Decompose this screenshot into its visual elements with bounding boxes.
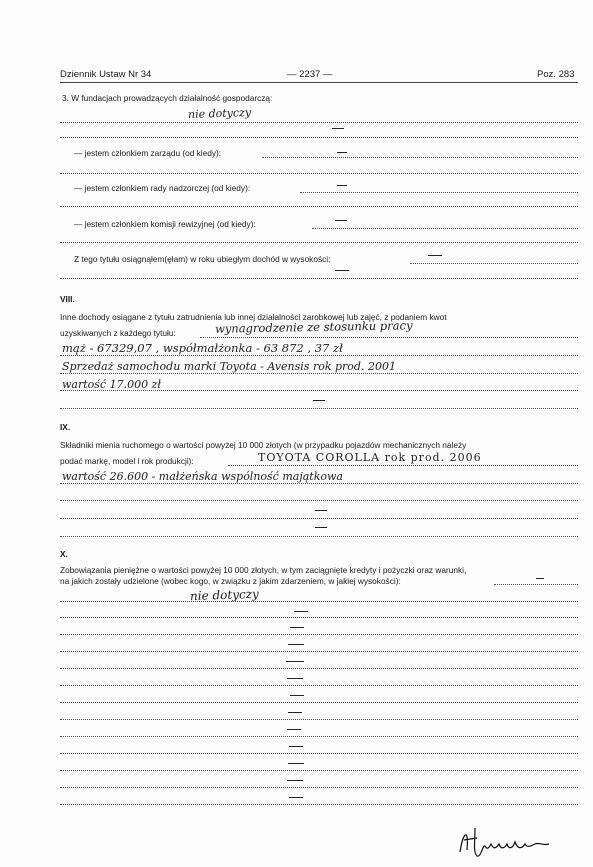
- section-8-handwritten-1: wynagrodzenie ze stosunku pracy: [214, 318, 413, 336]
- blank-line: [60, 206, 578, 207]
- section-8-field: [200, 337, 578, 338]
- section-9-handwritten-1: TOYOTA COROLLA rok prod. 2006: [258, 451, 482, 464]
- section-10-text-line1: Zobowiązania pieniężne o wartości powyżej 10 000 złotych, w tym zaciągnięte kredyty i pożyczki oraz warunki,: [60, 565, 467, 575]
- position-number: Poz. 283: [537, 69, 575, 80]
- dash-mark: [337, 185, 347, 186]
- dash-mark: [289, 797, 303, 798]
- blank-line: [60, 390, 578, 391]
- dash-mark: [315, 510, 327, 511]
- dash-mark: [335, 270, 349, 271]
- blank-line: [60, 719, 578, 720]
- dash-mark: [332, 128, 344, 129]
- dash-mark: [290, 627, 304, 628]
- dash-mark: [286, 661, 304, 662]
- blank-line: [60, 173, 578, 174]
- dash-mark: [315, 527, 327, 528]
- blank-line: [60, 137, 578, 138]
- section-9-number: IX.: [60, 422, 71, 432]
- dash-mark: [288, 644, 304, 645]
- dash-mark: [288, 712, 302, 713]
- blank-line: [60, 736, 578, 737]
- section-8-handwritten-2: mąż - 67329,07 , współmałżonka - 63 872 , 37 zł: [62, 341, 343, 355]
- blank-line: [60, 702, 578, 703]
- section-10-number: X.: [60, 549, 68, 559]
- journal-title: Dziennik Ustaw Nr 34: [60, 69, 152, 80]
- blank-line: [60, 122, 578, 123]
- section-9-text-line2: podać markę, model i rok produkcji):: [60, 456, 194, 466]
- blank-line: [60, 500, 578, 501]
- blank-line: [60, 685, 578, 686]
- signature: [455, 822, 555, 867]
- section-10-handwritten: nie dotyczy: [189, 586, 260, 604]
- audit-committee-label: — jestem członkiem komisji rewizyjnej (od kiedy):: [74, 219, 256, 229]
- blank-line: [60, 373, 578, 374]
- section-9-field: [228, 465, 578, 466]
- section-8-handwritten-3: Sprzedaż samochodu marki Toyota - Avensis rok prod. 2001: [62, 360, 396, 373]
- section-8-text-line2: uzyskiwanych z każdego tytułu:: [60, 328, 176, 338]
- blank-line: [60, 804, 578, 805]
- dash-mark: [313, 400, 325, 401]
- header-rule: [60, 82, 578, 83]
- audit-committee-field: [312, 228, 578, 229]
- dash-mark: [428, 255, 442, 256]
- blank-line: [60, 278, 578, 279]
- section-10-field: [494, 584, 578, 585]
- section-8-text-line1: Inne dochody osiągane z tytułu zatrudnienia lub innej działalności zarobkowej lub zajęć, z podaniem kwot: [60, 312, 447, 322]
- dash-mark: [288, 763, 304, 764]
- section-9-handwritten-2: wartość 26.600 - małżeńska wspólność majątkowa: [62, 470, 343, 483]
- page-number: — 2237 —: [287, 69, 333, 80]
- blank-line: [60, 242, 578, 243]
- blank-line: [60, 518, 578, 519]
- section-9-text-line1: Składniki mienia ruchomego o wartości powyżej 10 000 złotych (w przypadku pojazdów mechanicznych należy: [60, 440, 467, 450]
- section-8-handwritten-4: wartość 17.000 zł: [62, 378, 161, 391]
- supervisory-board-field: [300, 192, 578, 193]
- dash-mark: [290, 695, 304, 696]
- supervisory-board-label: — jestem członkiem rady nadzorczej (od kiedy):: [74, 183, 251, 193]
- blank-line: [60, 753, 578, 754]
- blank-line: [60, 651, 578, 652]
- dash-mark: [287, 729, 301, 730]
- dash-mark: [536, 578, 544, 579]
- dash-mark: [287, 780, 303, 781]
- income-field: [410, 263, 578, 264]
- blank-line: [60, 408, 578, 409]
- blank-line: [60, 770, 578, 771]
- dash-mark: [289, 746, 303, 747]
- board-member-label: — jestem członkiem zarządu (od kiedy):: [74, 148, 222, 158]
- dash-mark: [294, 611, 308, 612]
- blank-line: [60, 483, 578, 484]
- section-10-text-line2: na jakich zostały udzielone (wobec kogo, w związku z jakim zdarzeniem, w jakiej wysokości):: [60, 576, 401, 586]
- blank-line: [60, 536, 578, 537]
- blank-line: [60, 601, 578, 602]
- dash-mark: [287, 678, 303, 679]
- blank-line: [60, 355, 578, 356]
- blank-line: [60, 787, 578, 788]
- dash-mark: [335, 220, 347, 221]
- board-member-field: [262, 157, 578, 158]
- item-3-heading: 3. W fundacjach prowadzących działalność gospodarczą:: [62, 93, 273, 103]
- blank-line: [60, 634, 578, 635]
- dash-mark: [337, 152, 347, 153]
- item-3-handwritten: nie dotyczy: [187, 105, 252, 122]
- income-label: Z tego tytułu osiągnąłem(ęłam) w roku ubiegłym dochód w wysokości:: [74, 254, 331, 264]
- blank-line: [60, 668, 578, 669]
- section-8-number: VIII.: [60, 294, 75, 304]
- blank-line: [60, 617, 578, 618]
